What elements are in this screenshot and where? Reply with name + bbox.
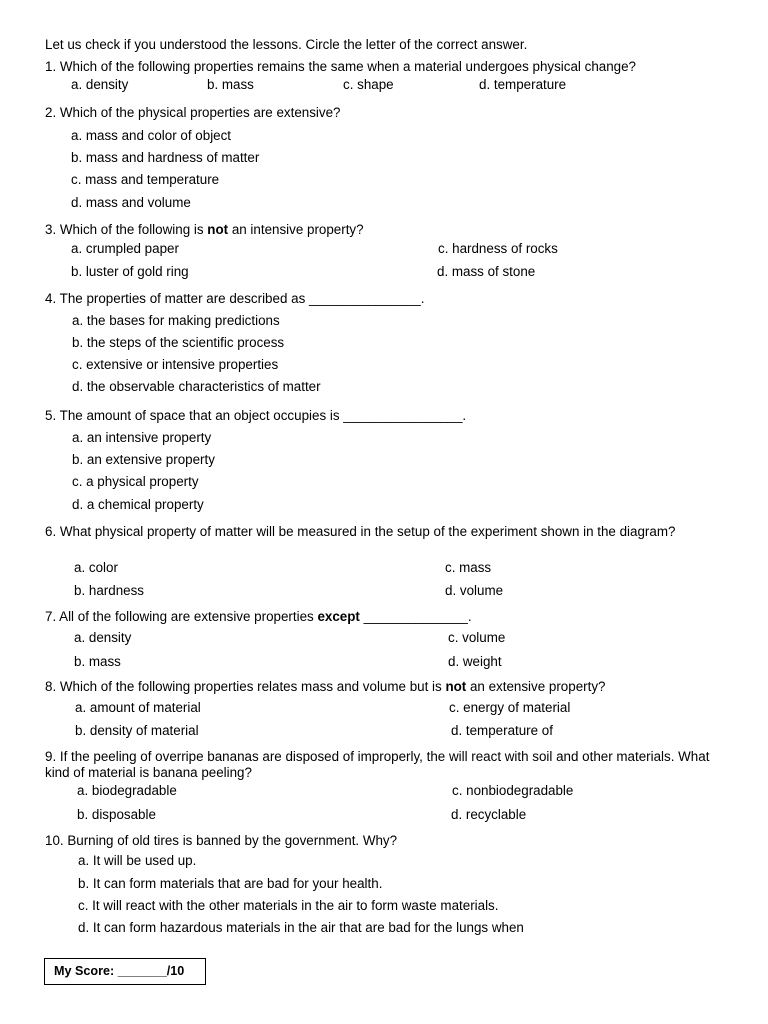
score-box: My Score: _______/10 [44, 958, 206, 985]
question-8 [45, 679, 605, 695]
q4-option-c: c. extensive or intensive properties [72, 357, 279, 372]
question-4: 4. The properties of matter are described as _______________. [45, 291, 425, 306]
q5-option-b: b. an extensive property [72, 452, 215, 467]
q10-option-d: d. It can form hazardous materials in the air that are bad for the lungs when [78, 920, 524, 935]
question-10: 10. Burning of old tires is banned by the government. Why? [45, 833, 398, 848]
q3-text-after: an intensive property? [228, 222, 364, 237]
question-1: 1. Which of the following properties remains the same when a material undergoes physical change? [45, 59, 636, 74]
question-7 [45, 609, 472, 625]
q3-option-b: b. luster of gold ring [71, 264, 189, 279]
q3-option-a: a. crumpled paper [71, 241, 179, 256]
question-6: 6. What physical property of matter will be measured in the setup of the experiment shown in the diagram? [45, 524, 676, 539]
q1-option-a: a. density [71, 77, 129, 92]
q2-option-b: b. mass and hardness of matter [71, 150, 260, 165]
q7-emphasis: except [317, 609, 360, 624]
question-2: 2. Which of the physical properties are extensive? [45, 105, 341, 120]
q2-option-a: a. mass and color of object [71, 128, 232, 143]
q6-option-d: d. volume [445, 583, 504, 598]
q9-option-b: b. disposable [77, 807, 156, 822]
q8-text-after: an extensive property? [466, 679, 606, 694]
q3-emphasis: not [207, 222, 229, 237]
q8-emphasis: not [445, 679, 467, 694]
q10-option-b: b. It can form materials that are bad for your health. [78, 876, 383, 891]
q1-option-c: c. shape [343, 77, 394, 92]
q2-option-c: c. mass and temperature [71, 172, 220, 187]
q10-option-c: c. It will react with the other materials in the air to form waste materials. [78, 898, 499, 913]
q8-text-before: 8. Which of the following properties relates mass and volume but is [45, 679, 446, 694]
instructions: Let us check if you understood the lessons. Circle the letter of the correct answer. [45, 37, 528, 52]
q2-option-d: d. mass and volume [71, 195, 191, 210]
q6-option-c: c. mass [445, 560, 492, 575]
q8-option-b: b. density of material [75, 723, 199, 738]
q5-option-d: d. a chemical property [72, 497, 204, 512]
q1-option-b: b. mass [207, 77, 254, 92]
q6-option-a: a. color [74, 560, 118, 575]
q6-option-b: b. hardness [74, 583, 144, 598]
q8-option-d: d. temperature of [451, 723, 553, 738]
q9-option-c: c. nonbiodegradable [452, 783, 574, 798]
q7-option-c: c. volume [448, 630, 506, 645]
q7-option-b: b. mass [74, 654, 121, 669]
q5-option-c: c. a physical property [72, 474, 199, 489]
q7-option-a: a. density [74, 630, 132, 645]
q10-option-a: a. It will be used up. [78, 853, 197, 868]
q3-option-d: d. mass of stone [437, 264, 536, 279]
q9-option-a: a. biodegradable [77, 783, 177, 798]
q5-option-a: a. an intensive property [72, 430, 212, 445]
q3-option-c: c. hardness of rocks [438, 241, 558, 256]
q7-option-d: d. weight [448, 654, 502, 669]
question-5: 5. The amount of space that an object occupies is ________________. [45, 408, 467, 423]
q4-option-d: d. the observable characteristics of matter [72, 379, 321, 394]
q4-option-a: a. the bases for making predictions [72, 313, 280, 328]
q7-text-after: ______________. [359, 609, 472, 624]
q8-option-c: c. energy of material [449, 700, 571, 715]
question-9: 9. If the peeling of overripe bananas are disposed of improperly, the will react with soil and other materials. What kind of material is banana peeling? [45, 749, 710, 780]
q8-option-a: a. amount of material [75, 700, 201, 715]
q9-option-d: d. recyclable [451, 807, 527, 822]
q1-option-d: d. temperature [479, 77, 567, 92]
q7-text-before: 7. All of the following are extensive properties [45, 609, 318, 624]
q4-option-b: b. the steps of the scientific process [72, 335, 285, 350]
question-3 [45, 222, 364, 238]
q3-text-before: 3. Which of the following is [45, 222, 208, 237]
